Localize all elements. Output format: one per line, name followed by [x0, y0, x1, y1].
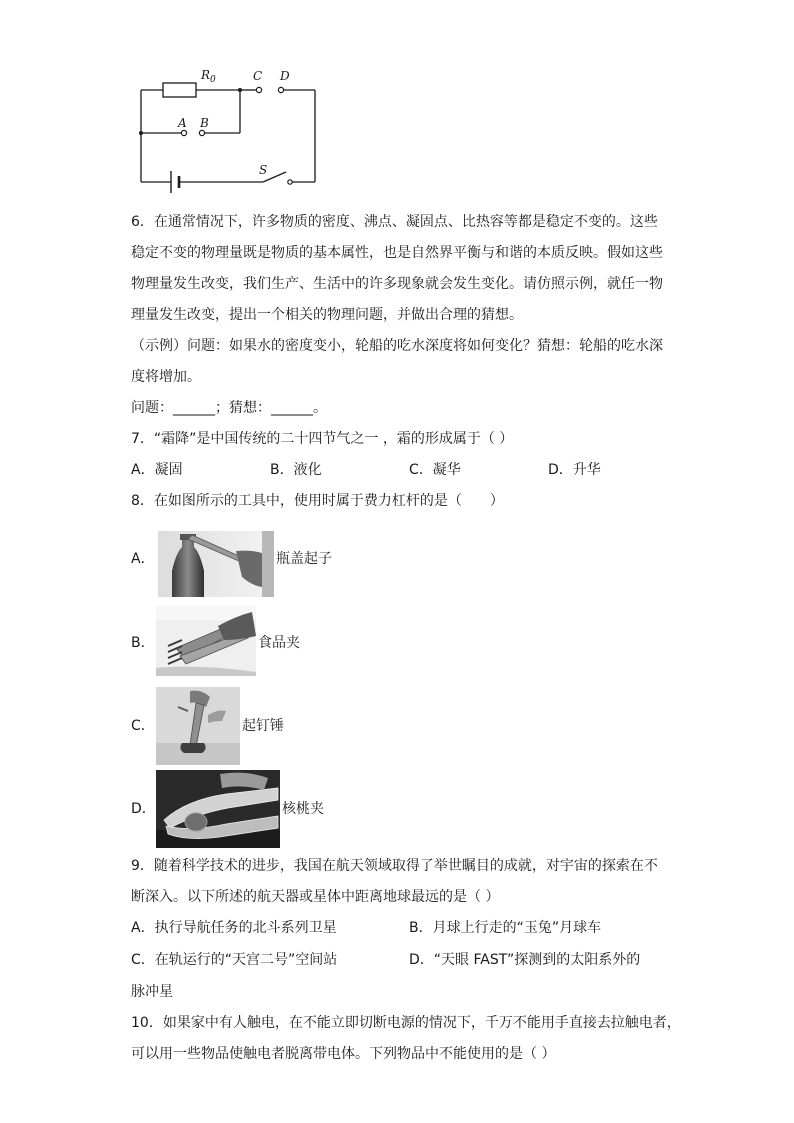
q6-line: 度将增加。 [131, 369, 201, 385]
q10-line: 可以用一些物品使触电者脱离带电体。下列物品中不能使用的是（ ） [131, 1046, 556, 1062]
q8-option-d-label: 核桃夹 [282, 801, 324, 817]
q9-line: 断深入。以下所述的航天器或星体中距离地球最远的是（ ） [131, 889, 500, 905]
terminal-c [256, 87, 261, 92]
label-r0: $R_0$ [201, 68, 216, 85]
q6-answer-line: 问题：______；猜想：______。 [131, 400, 327, 416]
q8-option-c-letter: C． [131, 718, 155, 734]
walnut-cracker-photo [156, 770, 280, 848]
food-tongs-photo [156, 606, 256, 676]
q7-stem: 7．“霜降”是中国传统的二十四节气之一 ，霜的形成属于（ ） [131, 431, 514, 447]
q7-option-d: D．升华 [548, 462, 601, 478]
q6-line: 理量发生改变，提出一个相关的物理问题，并做出合理的猜想。 [131, 307, 523, 323]
terminal-d [278, 87, 283, 92]
q8-option-a-letter: A． [131, 551, 155, 567]
q8-option-c-label: 起钉锤 [242, 718, 284, 734]
q6-line: 稳定不变的物理量既是物质的基本属性，也是自然界平衡与和谐的本质反映。假如这些 [131, 245, 663, 261]
q7-option-c: C．凝华 [409, 462, 461, 478]
circuit-diagram [125, 64, 325, 194]
q6-line: 6．在通常情况下，许多物质的密度、沸点、凝固点、比热容等都是稳定不变的。这些 [131, 214, 658, 230]
label-s: S [259, 163, 268, 177]
q9-option-d-continued: 脉冲星 [131, 984, 173, 1000]
q8-option-a-label: 瓶盖起子 [276, 551, 332, 567]
terminal-b [199, 130, 204, 135]
q9-option-a: A．执行导航任务的北斗系列卫星 [131, 920, 337, 936]
q9-line: 9．随着科学技术的进步，我国在航天领域取得了举世瞩目的成就，对宇宙的探索在不 [131, 858, 658, 874]
terminal-a [181, 130, 186, 135]
q8-option-b-letter: B． [131, 635, 155, 651]
claw-hammer-photo [156, 687, 240, 765]
resistor-r0 [163, 83, 196, 97]
q9-option-b: B．月球上行走的“玉兔”月球车 [409, 920, 602, 936]
q6-line: 物理量发生改变，我们生产、生活中的许多现象就会发生变化。请仿照示例，就任一物 [131, 276, 663, 292]
q9-option-c: C．在轨运行的“天宫二号”空间站 [131, 952, 338, 968]
q7-option-a: A．凝固 [131, 462, 183, 478]
label-b: B [200, 116, 209, 130]
q8-stem: 8．在如图所示的工具中，使用时属于费力杠杆的是（ ） [131, 493, 504, 509]
label-d: D [280, 69, 290, 83]
bottle-opener-photo [158, 531, 274, 597]
q8-option-d-letter: D． [131, 801, 156, 817]
label-a: A [178, 116, 187, 130]
q9-option-d: D．“天眼 FAST”探测到的太阳系外的 [409, 952, 641, 968]
q10-line: 10．如果家中有人触电，在不能立即切断电源的情况下，千万不能用手直接去拉触电者， [131, 1015, 681, 1031]
q8-option-b-label: 食品夹 [258, 635, 300, 651]
q6-line: （示例）问题：如果水的密度变小，轮船的吃水深度将如何变化？猜想：轮船的吃水深 [131, 338, 663, 354]
label-c: C [253, 69, 263, 83]
q7-option-b: B．液化 [270, 462, 322, 478]
